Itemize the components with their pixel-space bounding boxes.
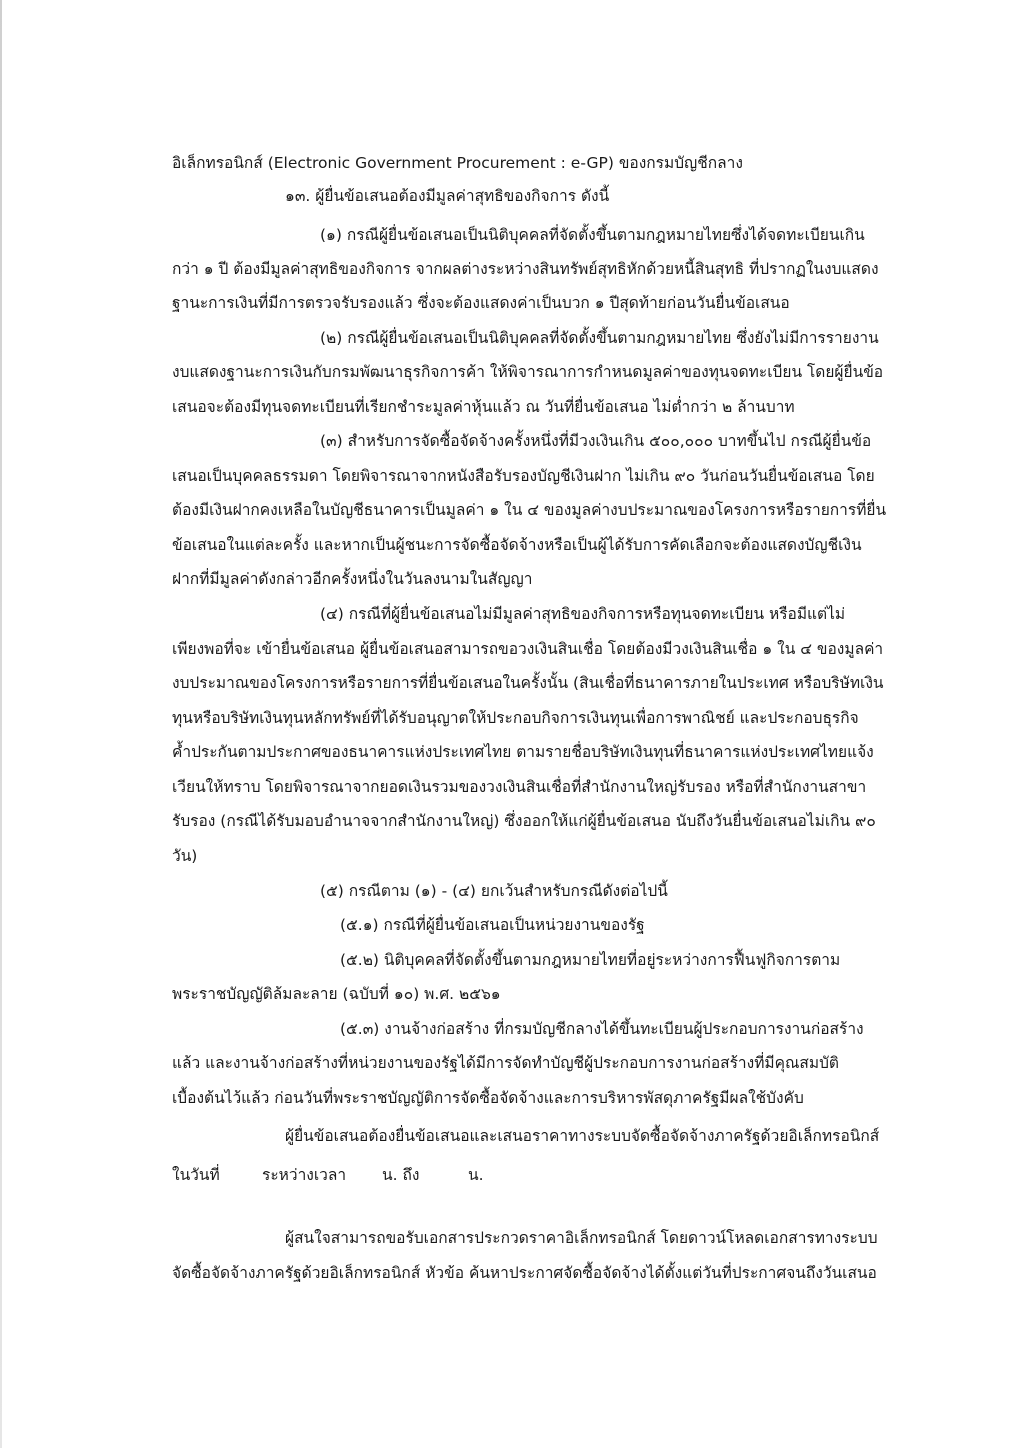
page-left-edge <box>0 0 2 1448</box>
text-line: ข้อเสนอในแต่ละครั้ง และหากเป็นผู้ชนะการจัดซื้อจัดจ้างหรือเป็นผู้ได้รับการคัดเลือกจะต้องแสดงบัญชีเงิน <box>172 536 862 554</box>
text-line: เวียนให้ทราบ โดยพิจารณาจากยอดเงินรวมของวงเงินสินเชื่อที่สำนักงานใหญ่รับรอง หรือที่สำนักงานสาขา <box>172 778 867 796</box>
text-line: ต้องมีเงินฝากคงเหลือในบัญชีธนาคารเป็นมูลค่า ๑ ใน ๔ ของมูลค่างบประมาณของโครงการหรือรายการที่ยื่น <box>172 501 887 519</box>
submission-to-unit: น. <box>468 1166 484 1184</box>
text-line: (๓) สำหรับการจัดซื้อจัดจ้างครั้งหนึ่งที่มีวงเงินเกิน ๕๐๐,๐๐๐ บาทขึ้นไป กรณีผู้ยื่นข้อ <box>320 432 872 450</box>
text-line: วัน) <box>172 847 198 865</box>
text-line: งบแสดงฐานะการเงินกับกรมพัฒนาธุรกิจการค้า ให้พิจารณาการกำหนดมูลค่าของทุนจดทะเบียน โดยผู้ยื่นข้อ <box>172 363 884 381</box>
text-line: เสนอเป็นบุคคลธรรมดา โดยพิจารณาจากหนังสือรับรองบัญชีเงินฝาก ไม่เกิน ๙๐ วันก่อนวันยื่นข้อเสนอ โดย <box>172 467 875 485</box>
submission-between-label: ระหว่างเวลา <box>262 1166 347 1184</box>
text-line: เพียงพอที่จะ เข้ายื่นข้อเสนอ ผู้ยื่นข้อเสนอสามารถขอวงเงินสินเชื่อ โดยต้องมีวงเงินสินเชื่อ ๑ ใน ๔ ของมูลค่า <box>172 640 884 658</box>
submission-from-unit: น. ถึง <box>382 1166 420 1184</box>
text-line: (๒) กรณีผู้ยื่นข้อเสนอเป็นนิติบุคคลที่จัดตั้งขึ้นตามกฎหมายไทย ซึ่งยังไม่มีการรายงาน <box>320 329 879 347</box>
text-line: อิเล็กทรอนิกส์ (Electronic Government Procurement : e-GP) ของกรมบัญชีกลาง <box>172 154 743 172</box>
section-heading-13: ๑๓. ผู้ยื่นข้อเสนอต้องมีมูลค่าสุทธิของกิจการ ดังนี้ <box>285 187 610 205</box>
text-line: (๕.๒) นิติบุคคลที่จัดตั้งขึ้นตามกฎหมายไทยที่อยู่ระหว่างการฟื้นฟูกิจการตาม <box>340 951 841 969</box>
text-line: กว่า ๑ ปี ต้องมีมูลค่าสุทธิของกิจการ จากผลต่างระหว่างสินทรัพย์สุทธิหักด้วยหนี้สินสุทธิ ที่ปรากฏในงบแสดง <box>172 260 879 278</box>
text-line: ค้ำประกันตามประกาศของธนาคารแห่งประเทศไทย ตามรายชื่อบริษัทเงินทุนที่ธนาคารแห่งประเทศไทยแจ้ง <box>172 743 874 761</box>
text-line: ฐานะการเงินที่มีการตรวจรับรองแล้ว ซึ่งจะต้องแสดงค่าเป็นบวก ๑ ปีสุดท้ายก่อนวันยื่นข้อเสนอ <box>172 294 790 312</box>
text-line: (๑) กรณีผู้ยื่นข้อเสนอเป็นนิติบุคคลที่จัดตั้งขึ้นตามกฎหมายไทยซึ่งได้จดทะเบียนเกิน <box>320 226 865 244</box>
text-line: ฝากที่มีมูลค่าดังกล่าวอีกครั้งหนึ่งในวันลงนามในสัญญา <box>172 570 533 588</box>
submission-date-label: ในวันที่ <box>172 1166 220 1184</box>
text-line: (๔) กรณีที่ผู้ยื่นข้อเสนอไม่มีมูลค่าสุทธิของกิจการหรือทุนจดทะเบียน หรือมีแต่ไม่ <box>320 605 846 623</box>
text-line: รับรอง (กรณีได้รับมอบอำนาจจากสำนักงานใหญ่) ซึ่งออกให้แก่ผู้ยื่นข้อเสนอ นับถึงวันยื่นข้อเสนอไม่เกิน ๙๐ <box>172 812 876 830</box>
text-line: (๕.๓) งานจ้างก่อสร้าง ที่กรมบัญชีกลางได้ขึ้นทะเบียนผู้ประกอบการงานก่อสร้าง <box>340 1020 864 1038</box>
text-line: เสนอจะต้องมีทุนจดทะเบียนที่เรียกชำระมูลค่าหุ้นแล้ว ณ วันที่ยื่นข้อเสนอ ไม่ต่ำกว่า ๒ ล้านบาท <box>172 398 795 416</box>
text-line: จัดซื้อจัดจ้างภาครัฐด้วยอิเล็กทรอนิกส์ หัวข้อ ค้นหาประกาศจัดซื้อจัดจ้างได้ตั้งแต่วันที่ประกาศจนถึงวันเสนอ <box>172 1264 877 1282</box>
text-line: เบื้องต้นไว้แล้ว ก่อนวันที่พระราชบัญญัติการจัดซื้อจัดจ้างและการบริหารพัสดุภาครัฐมีผลใช้บังคับ <box>172 1089 804 1107</box>
text-line: พระราชบัญญัติล้มละลาย (ฉบับที่ ๑๐) พ.ศ. ๒๕๖๑ <box>172 985 501 1003</box>
text-line: ผู้ยื่นข้อเสนอต้องยื่นข้อเสนอและเสนอราคาทางระบบจัดซื้อจัดจ้างภาครัฐด้วยอิเล็กทรอนิกส์ <box>285 1127 880 1145</box>
text-line: ผู้สนใจสามารถขอรับเอกสารประกวดราคาอิเล็กทรอนิกส์ โดยดาวน์โหลดเอกสารทางระบบ <box>285 1229 878 1247</box>
text-line: ทุนหรือบริษัทเงินทุนหลักทรัพย์ที่ได้รับอนุญาตให้ประกอบกิจการเงินทุนเพื่อการพาณิชย์ และประกอบธุรกิจ <box>172 709 859 727</box>
text-line: (๕.๑) กรณีที่ผู้ยื่นข้อเสนอเป็นหน่วยงานของรัฐ <box>340 916 645 934</box>
text-line: แล้ว และงานจ้างก่อสร้างที่หน่วยงานของรัฐได้มีการจัดทำบัญชีผู้ประกอบการงานก่อสร้างที่มีคุณสมบัติ <box>172 1054 839 1072</box>
text-line: (๕) กรณีตาม (๑) - (๔) ยกเว้นสำหรับกรณีดังต่อไปนี้ <box>320 882 668 900</box>
text-line: งบประมาณของโครงการหรือรายการที่ยื่นข้อเสนอในครั้งนั้น (สินเชื่อที่ธนาคารภายในประเทศ หรือบริษัทเงิน <box>172 674 884 692</box>
